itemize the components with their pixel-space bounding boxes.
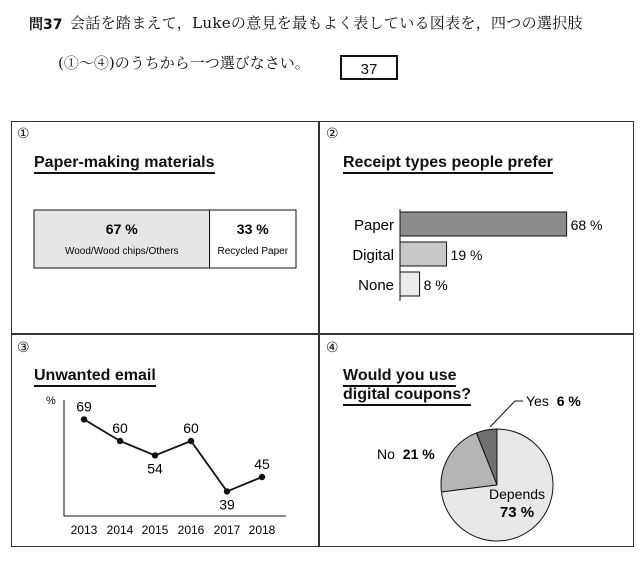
chart-3-x-tick-0: 2013 — [70, 523, 98, 537]
chart-2-value-label-1: 19 % — [450, 247, 483, 263]
chart-1-bar-0 — [34, 210, 210, 268]
chart-4-value-label-2: 73 % — [499, 504, 535, 521]
chart-1-bar-1 — [210, 210, 296, 268]
question-text-line2: (①～④)のうちから一つ選びなさい。 — [58, 54, 310, 72]
chart-2-svg — [330, 205, 630, 305]
question-number: 問37 — [29, 17, 63, 33]
chart-2-category-label-1: Digital — [352, 247, 394, 264]
chart-2-category-label-2: None — [358, 277, 394, 294]
chart-4-category-label-0: Yes — [526, 393, 549, 409]
chart-1-category-label-0: Wood/Wood chips/Others — [64, 246, 179, 257]
chart-3-x-tick-4: 2017 — [213, 523, 241, 537]
chart-3-point-5 — [259, 474, 265, 480]
chart-4-value-label-0: 6 % — [556, 393, 581, 409]
chart-4-value-label-1: 21 % — [402, 446, 435, 462]
panel-1-title: Paper-making materials — [34, 154, 215, 174]
chart-3-point-3 — [188, 438, 194, 444]
panel-2-title: Receipt types people prefer — [343, 154, 553, 174]
chart-3-y-label: % — [46, 395, 56, 407]
chart-4-category-label-1: No — [377, 446, 395, 462]
chart-1-category-label-1: Recycled Paper — [217, 246, 289, 257]
panel-2-number: ② — [326, 126, 339, 142]
grid-divider-horizontal — [11, 333, 634, 335]
chart-4-svg — [325, 385, 630, 543]
panel-4-title-line1: Would you use — [343, 367, 456, 387]
chart-3-data-label-1: 60 — [112, 420, 128, 436]
chart-3-point-0 — [81, 416, 87, 422]
chart-4-label-yes — [526, 393, 581, 409]
panel-1-number: ① — [17, 126, 30, 142]
chart-1-value-label-0: 67 % — [105, 221, 138, 237]
panel-3-number: ③ — [17, 340, 30, 356]
chart-1-svg — [30, 206, 305, 272]
chart-3-axis — [64, 400, 286, 516]
panel-4-title-line2: digital coupons? — [343, 386, 471, 406]
chart-3-svg — [30, 388, 300, 543]
chart-3-point-1 — [117, 438, 123, 444]
chart-2-bar-1 — [400, 242, 447, 266]
chart-3-data-label-0: 69 — [76, 398, 92, 415]
answer-box[interactable]: 37 — [340, 55, 398, 80]
chart-3-x-tick-5: 2018 — [248, 523, 276, 537]
chart-3-series-line — [84, 419, 262, 491]
chart-3-data-label-3: 60 — [183, 420, 199, 436]
chart-2-category-label-0: Paper — [353, 217, 394, 234]
chart-4-category-label-2: Depends — [488, 486, 546, 502]
chart-3-point-4 — [224, 488, 230, 494]
chart-3-data-label-2: 54 — [147, 460, 163, 477]
chart-3-x-tick-2: 2015 — [141, 523, 169, 537]
chart-2-bar-2 — [400, 272, 420, 296]
panel-3-title: Unwanted email — [34, 367, 156, 387]
chart-4-leader-yes — [490, 401, 523, 427]
panel-4-number: ④ — [326, 340, 339, 356]
chart-4-label-no — [377, 446, 435, 462]
question-text-line1: 会話を踏まえて，Lukeの意見を最もよく表している図表を，四つの選択肢 — [70, 14, 583, 32]
chart-3-point-2 — [152, 452, 158, 458]
chart-1-value-label-1: 33 % — [236, 221, 269, 237]
chart-3-data-label-5: 45 — [254, 456, 270, 472]
chart-3-x-tick-1: 2014 — [106, 523, 134, 537]
chart-2-value-label-2: 8 % — [423, 277, 448, 293]
chart-3-data-label-4: 39 — [219, 496, 235, 513]
chart-3-x-tick-3: 2016 — [177, 523, 205, 537]
chart-2-value-label-0: 68 % — [570, 217, 603, 233]
chart-2-bar-0 — [400, 212, 567, 236]
